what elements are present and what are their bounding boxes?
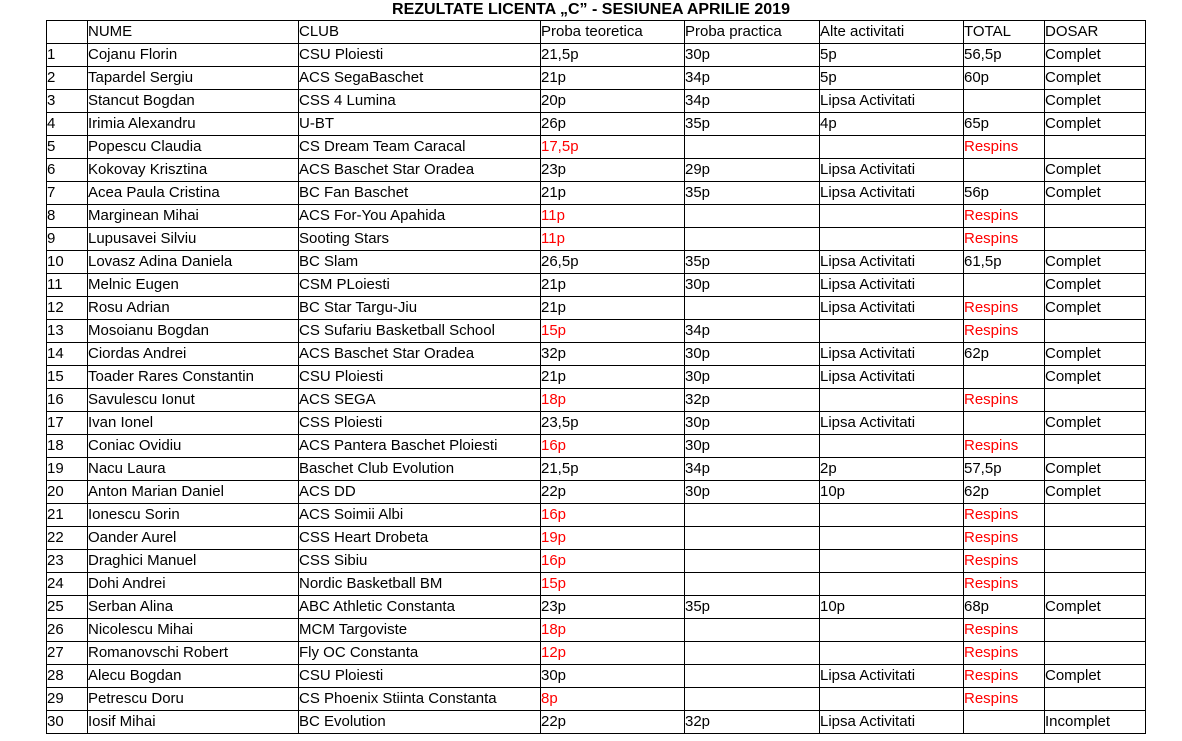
total-cell: Respins (964, 205, 1045, 228)
name-cell: Mosoianu Bogdan (88, 320, 299, 343)
alte-activitati-cell: Lipsa Activitati (820, 297, 964, 320)
alte-activitati-cell: Lipsa Activitati (820, 412, 964, 435)
alte-activitati-cell: 2p (820, 458, 964, 481)
proba-teoretica-cell: 21,5p (541, 44, 685, 67)
results-body (47, 44, 1146, 734)
dosar-cell: Complet (1045, 596, 1146, 619)
table-row (47, 412, 1146, 435)
proba-practica-cell: 35p (685, 596, 820, 619)
total-cell: Respins (964, 389, 1045, 412)
alte-activitati-cell: 5p (820, 44, 964, 67)
name-cell: Marginean Mihai (88, 205, 299, 228)
dosar-cell (1045, 136, 1146, 159)
proba-practica-cell (685, 619, 820, 642)
alte-activitati-cell: Lipsa Activitati (820, 159, 964, 182)
proba-practica-cell: 30p (685, 44, 820, 67)
proba-teoretica-cell: 21p (541, 67, 685, 90)
name-cell: Ivan Ionel (88, 412, 299, 435)
proba-practica-cell: 30p (685, 412, 820, 435)
total-cell (964, 90, 1045, 113)
name-cell: Coniac Ovidiu (88, 435, 299, 458)
row-number: 29 (47, 688, 88, 711)
proba-practica-cell (685, 665, 820, 688)
alte-activitati-cell: Lipsa Activitati (820, 90, 964, 113)
alte-activitati-cell (820, 504, 964, 527)
total-cell: Respins (964, 228, 1045, 251)
table-row (47, 527, 1146, 550)
alte-activitati-cell: 10p (820, 596, 964, 619)
alte-activitati-cell: Lipsa Activitati (820, 274, 964, 297)
name-cell: Dohi Andrei (88, 573, 299, 596)
total-cell: 61,5p (964, 251, 1045, 274)
table-row (47, 136, 1146, 159)
header-proba-teoretica: Proba teoretica (541, 21, 685, 44)
total-cell: Respins (964, 527, 1045, 550)
total-cell: Respins (964, 504, 1045, 527)
table-row (47, 366, 1146, 389)
row-number: 21 (47, 504, 88, 527)
club-cell: Fly OC Constanta (299, 642, 541, 665)
alte-activitati-cell (820, 435, 964, 458)
table-row (47, 389, 1146, 412)
total-cell: 68p (964, 596, 1045, 619)
row-number: 8 (47, 205, 88, 228)
row-number: 18 (47, 435, 88, 458)
name-cell: Toader Rares Constantin (88, 366, 299, 389)
proba-practica-cell: 29p (685, 159, 820, 182)
alte-activitati-cell: Lipsa Activitati (820, 343, 964, 366)
proba-practica-cell (685, 205, 820, 228)
dosar-cell (1045, 642, 1146, 665)
total-cell: 60p (964, 67, 1045, 90)
document-title: REZULTATE LICENTA „C” - SESIUNEA APRILIE 2019 (392, 1, 790, 18)
total-cell: Respins (964, 619, 1045, 642)
club-cell: CSM PLoiesti (299, 274, 541, 297)
table-row (47, 274, 1146, 297)
table-row (47, 642, 1146, 665)
dosar-cell (1045, 619, 1146, 642)
proba-teoretica-cell: 21p (541, 182, 685, 205)
table-row (47, 159, 1146, 182)
club-cell: CSU Ploiesti (299, 665, 541, 688)
row-number: 7 (47, 182, 88, 205)
club-cell: Nordic Basketball BM (299, 573, 541, 596)
table-row (47, 481, 1146, 504)
club-cell: CS Phoenix Stiinta Constanta (299, 688, 541, 711)
proba-practica-cell (685, 550, 820, 573)
proba-teoretica-cell: 15p (541, 320, 685, 343)
name-cell: Nicolescu Mihai (88, 619, 299, 642)
club-cell: ABC Athletic Constanta (299, 596, 541, 619)
club-cell: BC Evolution (299, 711, 541, 734)
proba-teoretica-cell: 21p (541, 366, 685, 389)
club-cell: CSS Sibiu (299, 550, 541, 573)
club-cell: ACS SegaBaschet (299, 67, 541, 90)
dosar-cell: Complet (1045, 458, 1146, 481)
dosar-cell (1045, 504, 1146, 527)
club-cell: CSU Ploiesti (299, 44, 541, 67)
header-total: TOTAL (964, 21, 1045, 44)
alte-activitati-cell (820, 389, 964, 412)
proba-practica-cell (685, 136, 820, 159)
proba-practica-cell (685, 642, 820, 665)
dosar-cell (1045, 550, 1146, 573)
table-row (47, 504, 1146, 527)
total-cell: 62p (964, 343, 1045, 366)
row-number: 23 (47, 550, 88, 573)
row-number: 26 (47, 619, 88, 642)
header-club: CLUB (299, 21, 541, 44)
row-number: 20 (47, 481, 88, 504)
proba-teoretica-cell: 19p (541, 527, 685, 550)
proba-teoretica-cell: 26,5p (541, 251, 685, 274)
proba-practica-cell: 30p (685, 435, 820, 458)
club-cell: BC Slam (299, 251, 541, 274)
total-cell: Respins (964, 320, 1045, 343)
dosar-cell: Complet (1045, 274, 1146, 297)
name-cell: Savulescu Ionut (88, 389, 299, 412)
total-cell: Respins (964, 435, 1045, 458)
alte-activitati-cell (820, 550, 964, 573)
header-alte-activitati: Alte activitati (820, 21, 964, 44)
dosar-cell: Complet (1045, 481, 1146, 504)
row-number: 22 (47, 527, 88, 550)
total-cell: Respins (964, 550, 1045, 573)
table-row (47, 320, 1146, 343)
proba-teoretica-cell: 11p (541, 205, 685, 228)
alte-activitati-cell: Lipsa Activitati (820, 366, 964, 389)
alte-activitati-cell: 4p (820, 113, 964, 136)
table-row (47, 182, 1146, 205)
proba-practica-cell (685, 688, 820, 711)
proba-practica-cell: 35p (685, 251, 820, 274)
proba-teoretica-cell: 23p (541, 596, 685, 619)
dosar-cell: Complet (1045, 665, 1146, 688)
proba-practica-cell (685, 297, 820, 320)
dosar-cell (1045, 320, 1146, 343)
row-number: 25 (47, 596, 88, 619)
club-cell: U-BT (299, 113, 541, 136)
table-row (47, 688, 1146, 711)
total-cell (964, 159, 1045, 182)
row-number: 19 (47, 458, 88, 481)
name-cell: Rosu Adrian (88, 297, 299, 320)
name-cell: Petrescu Doru (88, 688, 299, 711)
header-dosar: DOSAR (1045, 21, 1146, 44)
name-cell: Cojanu Florin (88, 44, 299, 67)
proba-practica-cell: 34p (685, 320, 820, 343)
club-cell: CSS 4 Lumina (299, 90, 541, 113)
club-cell: ACS SEGA (299, 389, 541, 412)
proba-practica-cell (685, 527, 820, 550)
alte-activitati-cell (820, 573, 964, 596)
row-number: 12 (47, 297, 88, 320)
dosar-cell: Complet (1045, 182, 1146, 205)
dosar-cell: Complet (1045, 412, 1146, 435)
name-cell: Acea Paula Cristina (88, 182, 299, 205)
header-nr (47, 21, 88, 44)
dosar-cell: Complet (1045, 343, 1146, 366)
club-cell: ACS Pantera Baschet Ploiesti (299, 435, 541, 458)
club-cell: Baschet Club Evolution (299, 458, 541, 481)
name-cell: Irimia Alexandru (88, 113, 299, 136)
proba-practica-cell: 35p (685, 113, 820, 136)
proba-teoretica-cell: 18p (541, 619, 685, 642)
alte-activitati-cell (820, 642, 964, 665)
proba-practica-cell (685, 504, 820, 527)
alte-activitati-cell: Lipsa Activitati (820, 251, 964, 274)
table-row (47, 67, 1146, 90)
alte-activitati-cell (820, 688, 964, 711)
total-cell: Respins (964, 136, 1045, 159)
row-number: 4 (47, 113, 88, 136)
alte-activitati-cell (820, 527, 964, 550)
row-number: 30 (47, 711, 88, 734)
alte-activitati-cell: Lipsa Activitati (820, 711, 964, 734)
dosar-cell (1045, 527, 1146, 550)
total-cell (964, 711, 1045, 734)
club-cell: MCM Targoviste (299, 619, 541, 642)
table-row (47, 44, 1146, 67)
proba-teoretica-cell: 8p (541, 688, 685, 711)
proba-practica-cell (685, 228, 820, 251)
proba-teoretica-cell: 32p (541, 343, 685, 366)
alte-activitati-cell: Lipsa Activitati (820, 665, 964, 688)
total-cell: 56,5p (964, 44, 1045, 67)
dosar-cell: Complet (1045, 297, 1146, 320)
dosar-cell (1045, 688, 1146, 711)
dosar-cell (1045, 573, 1146, 596)
proba-practica-cell: 35p (685, 182, 820, 205)
table-row (47, 228, 1146, 251)
header-nume: NUME (88, 21, 299, 44)
dosar-cell: Incomplet (1045, 711, 1146, 734)
dosar-cell: Complet (1045, 159, 1146, 182)
row-number: 24 (47, 573, 88, 596)
name-cell: Oander Aurel (88, 527, 299, 550)
table-row (47, 343, 1146, 366)
row-number: 28 (47, 665, 88, 688)
total-cell: 57,5p (964, 458, 1045, 481)
total-cell (964, 412, 1045, 435)
name-cell: Tapardel Sergiu (88, 67, 299, 90)
row-number: 27 (47, 642, 88, 665)
table-row (47, 297, 1146, 320)
proba-practica-cell: 30p (685, 481, 820, 504)
total-cell: 56p (964, 182, 1045, 205)
row-number: 1 (47, 44, 88, 67)
row-number: 2 (47, 67, 88, 90)
club-cell: BC Fan Baschet (299, 182, 541, 205)
alte-activitati-cell (820, 228, 964, 251)
name-cell: Popescu Claudia (88, 136, 299, 159)
alte-activitati-cell: 5p (820, 67, 964, 90)
name-cell: Ciordas Andrei (88, 343, 299, 366)
total-cell: Respins (964, 688, 1045, 711)
proba-practica-cell: 32p (685, 711, 820, 734)
table-row (47, 90, 1146, 113)
row-number: 3 (47, 90, 88, 113)
alte-activitati-cell (820, 619, 964, 642)
name-cell: Lovasz Adina Daniela (88, 251, 299, 274)
row-number: 6 (47, 159, 88, 182)
total-cell: Respins (964, 573, 1045, 596)
total-cell: Respins (964, 642, 1045, 665)
dosar-cell (1045, 389, 1146, 412)
proba-practica-cell (685, 573, 820, 596)
name-cell: Lupusavei Silviu (88, 228, 299, 251)
proba-teoretica-cell: 18p (541, 389, 685, 412)
total-cell: 62p (964, 481, 1045, 504)
row-number: 5 (47, 136, 88, 159)
total-cell: 65p (964, 113, 1045, 136)
proba-teoretica-cell: 12p (541, 642, 685, 665)
row-number: 9 (47, 228, 88, 251)
club-cell: ACS Soimii Albi (299, 504, 541, 527)
table-row (47, 205, 1146, 228)
dosar-cell (1045, 205, 1146, 228)
name-cell: Serban Alina (88, 596, 299, 619)
proba-teoretica-cell: 23,5p (541, 412, 685, 435)
row-number: 15 (47, 366, 88, 389)
dosar-cell (1045, 228, 1146, 251)
table-row (47, 596, 1146, 619)
club-cell: CSS Heart Drobeta (299, 527, 541, 550)
name-cell: Kokovay Krisztina (88, 159, 299, 182)
name-cell: Anton Marian Daniel (88, 481, 299, 504)
total-cell: Respins (964, 297, 1045, 320)
proba-practica-cell: 30p (685, 366, 820, 389)
proba-practica-cell: 34p (685, 90, 820, 113)
dosar-cell: Complet (1045, 90, 1146, 113)
name-cell: Alecu Bogdan (88, 665, 299, 688)
proba-teoretica-cell: 21p (541, 297, 685, 320)
total-cell (964, 366, 1045, 389)
name-cell: Stancut Bogdan (88, 90, 299, 113)
row-number: 17 (47, 412, 88, 435)
proba-teoretica-cell: 21p (541, 274, 685, 297)
proba-teoretica-cell: 16p (541, 504, 685, 527)
header-row (47, 21, 1146, 44)
total-cell (964, 274, 1045, 297)
table-row (47, 711, 1146, 734)
dosar-cell (1045, 435, 1146, 458)
proba-practica-cell: 34p (685, 67, 820, 90)
alte-activitati-cell (820, 320, 964, 343)
club-cell: Sooting Stars (299, 228, 541, 251)
table-row (47, 573, 1146, 596)
alte-activitati-cell (820, 205, 964, 228)
table-row (47, 619, 1146, 642)
proba-teoretica-cell: 20p (541, 90, 685, 113)
proba-teoretica-cell: 15p (541, 573, 685, 596)
club-cell: BC Star Targu-Jiu (299, 297, 541, 320)
table-row (47, 550, 1146, 573)
proba-teoretica-cell: 23p (541, 159, 685, 182)
proba-teoretica-cell: 21,5p (541, 458, 685, 481)
proba-practica-cell: 30p (685, 343, 820, 366)
club-cell: ACS Baschet Star Oradea (299, 343, 541, 366)
club-cell: ACS DD (299, 481, 541, 504)
name-cell: Nacu Laura (88, 458, 299, 481)
header-proba-practica: Proba practica (685, 21, 820, 44)
proba-practica-cell: 32p (685, 389, 820, 412)
row-number: 14 (47, 343, 88, 366)
dosar-cell: Complet (1045, 113, 1146, 136)
club-cell: ACS For-You Apahida (299, 205, 541, 228)
table-row (47, 435, 1146, 458)
proba-teoretica-cell: 16p (541, 550, 685, 573)
proba-teoretica-cell: 30p (541, 665, 685, 688)
name-cell: Iosif Mihai (88, 711, 299, 734)
club-cell: ACS Baschet Star Oradea (299, 159, 541, 182)
total-cell: Respins (964, 665, 1045, 688)
row-number: 10 (47, 251, 88, 274)
table-row (47, 665, 1146, 688)
proba-teoretica-cell: 26p (541, 113, 685, 136)
proba-teoretica-cell: 11p (541, 228, 685, 251)
proba-practica-cell: 34p (685, 458, 820, 481)
alte-activitati-cell (820, 136, 964, 159)
row-number: 11 (47, 274, 88, 297)
proba-practica-cell: 30p (685, 274, 820, 297)
proba-teoretica-cell: 22p (541, 481, 685, 504)
proba-teoretica-cell: 17,5p (541, 136, 685, 159)
dosar-cell: Complet (1045, 67, 1146, 90)
proba-teoretica-cell: 22p (541, 711, 685, 734)
name-cell: Draghici Manuel (88, 550, 299, 573)
dosar-cell: Complet (1045, 251, 1146, 274)
club-cell: CS Dream Team Caracal (299, 136, 541, 159)
name-cell: Romanovschi Robert (88, 642, 299, 665)
results-table (46, 20, 1146, 734)
club-cell: CSU Ploiesti (299, 366, 541, 389)
table-row (47, 458, 1146, 481)
table-row (47, 113, 1146, 136)
row-number: 16 (47, 389, 88, 412)
table-row (47, 251, 1146, 274)
alte-activitati-cell: Lipsa Activitati (820, 182, 964, 205)
name-cell: Ionescu Sorin (88, 504, 299, 527)
club-cell: CSS Ploiesti (299, 412, 541, 435)
row-number: 13 (47, 320, 88, 343)
dosar-cell: Complet (1045, 366, 1146, 389)
name-cell: Melnic Eugen (88, 274, 299, 297)
alte-activitati-cell: 10p (820, 481, 964, 504)
dosar-cell: Complet (1045, 44, 1146, 67)
proba-teoretica-cell: 16p (541, 435, 685, 458)
club-cell: CS Sufariu Basketball School (299, 320, 541, 343)
